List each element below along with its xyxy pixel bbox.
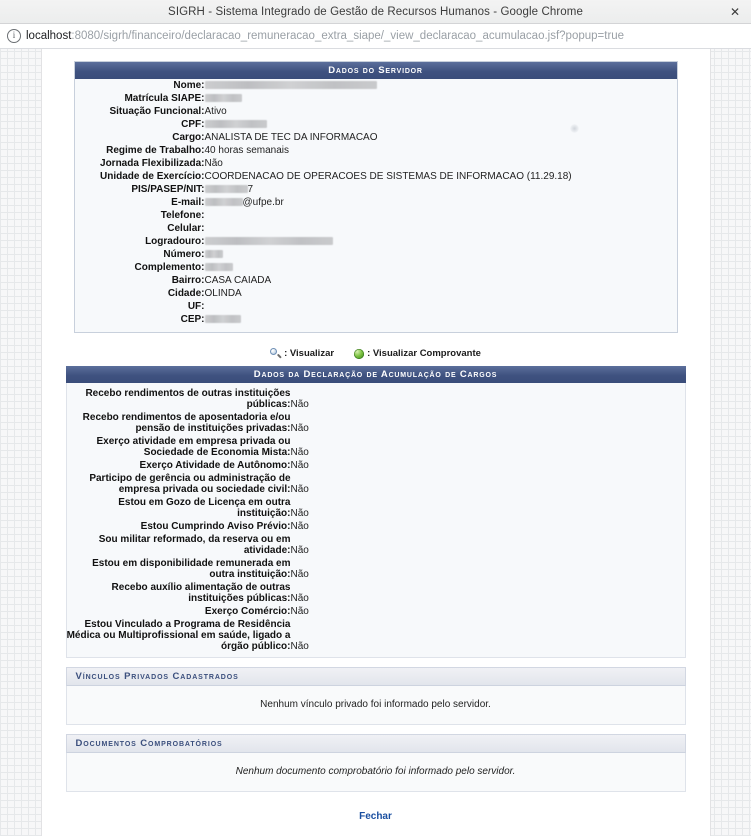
servidor-row-label: PIS/PASEP/NIT: xyxy=(131,184,205,195)
servidor-row-label: E-mail: xyxy=(171,197,205,208)
servidor-row xyxy=(75,300,677,313)
servidor-row xyxy=(75,144,677,157)
servidor-row-value: ANALISTA DE TEC DA INFORMACAO xyxy=(204,132,378,143)
servidor-panel-wrap xyxy=(66,61,686,339)
declaracao-row-label: Estou em Gozo de Licença em outra instituição: xyxy=(118,497,291,519)
servidor-row-label: Jornada Flexibilizada: xyxy=(100,158,205,169)
servidor-row-label: Bairro: xyxy=(171,275,205,286)
vinculos-caption: Vínculos Privados Cadastrados xyxy=(66,667,686,686)
redacted-value xyxy=(205,94,242,102)
declaracao-row xyxy=(67,435,685,459)
redacted-value xyxy=(205,185,248,193)
servidor-row-label: Matrícula SIAPE: xyxy=(124,93,205,104)
servidor-row-value: Não xyxy=(204,158,223,169)
servidor-row-value xyxy=(205,209,677,222)
magnifier-icon xyxy=(270,348,281,359)
servidor-panel xyxy=(74,61,678,333)
servidor-row-label: UF: xyxy=(187,301,205,312)
servidor-row xyxy=(75,196,677,209)
servidor-row-value xyxy=(205,183,677,196)
legend-label-visualizar: : Visualizar xyxy=(284,348,335,359)
declaracao-row xyxy=(67,459,685,472)
servidor-row-label: CEP: xyxy=(180,314,205,325)
servidor-row-value: COORDENACAO DE OPERACOES DE SISTEMAS DE INFORMACAO (11.29.18) xyxy=(204,171,572,182)
servidor-row xyxy=(75,92,677,105)
servidor-row-value-text: 7 xyxy=(247,184,254,195)
servidor-row xyxy=(75,313,677,326)
declaracao-row-value: Não xyxy=(290,569,309,580)
servidor-row-label: Logradouro: xyxy=(145,236,205,247)
declaracao-row-label: Exerço atividade em empresa privada ou Sociedade de Economia Mista: xyxy=(96,436,291,458)
declaracao-row xyxy=(67,520,685,533)
redacted-value xyxy=(205,237,333,245)
declaracao-row xyxy=(67,472,685,496)
declaracao-row-value: Não xyxy=(290,521,309,532)
declaracao-row-label: Estou em disponibilidade remunerada em outra instituição: xyxy=(92,558,291,580)
servidor-row xyxy=(75,79,677,92)
window-titlebar xyxy=(0,0,751,24)
redacted-value xyxy=(205,250,223,258)
servidor-row xyxy=(75,183,677,196)
redacted-value xyxy=(205,315,241,323)
servidor-row xyxy=(75,287,677,300)
servidor-row-label: Unidade de Exercício: xyxy=(100,171,205,182)
declaracao-row-label: Recebo rendimentos de aposentadoria e/ou pensão de instituições privadas: xyxy=(82,412,291,434)
declaracao-row-value: Não xyxy=(290,447,309,458)
servidor-row-label: Cidade: xyxy=(167,288,205,299)
documentos-empty-text: Nenhum documento comprobatório foi informado pelo servidor. xyxy=(66,753,686,792)
declaracao-row xyxy=(67,618,685,653)
declaracao-row xyxy=(67,581,685,605)
servidor-row xyxy=(75,222,677,235)
servidor-row xyxy=(75,235,677,248)
declaracao-row xyxy=(67,496,685,520)
servidor-row-value-text: @ufpe.br xyxy=(242,197,284,208)
servidor-row-value xyxy=(205,222,677,235)
servidor-row-label: Complemento: xyxy=(134,262,205,273)
servidor-row-value xyxy=(205,235,677,248)
url-path: :8080/sigrh/financeiro/declaracao_remuneracao_extra_siape/_view_declaracao_acumulacao.jsf?popup=true xyxy=(71,30,625,42)
servidor-row xyxy=(75,261,677,274)
declaracao-row-value: Não xyxy=(290,508,309,519)
servidor-row xyxy=(75,131,677,144)
servidor-row xyxy=(75,248,677,261)
footer-actions xyxy=(66,792,686,836)
servidor-row-label: Número: xyxy=(163,249,205,260)
servidor-row-value: Ativo xyxy=(204,106,227,117)
url-text xyxy=(26,30,624,42)
declaracao-row-label: Estou Cumprindo Aviso Prévio: xyxy=(140,521,291,532)
servidor-row xyxy=(75,170,677,183)
servidor-row xyxy=(75,105,677,118)
globe-icon xyxy=(354,349,364,359)
declaracao-row-value: Não xyxy=(290,593,309,604)
redacted-value xyxy=(205,263,233,271)
declaracao-row-label: Sou militar reformado, da reserva ou em atividade: xyxy=(98,534,291,556)
declaracao-row-label: Exerço Atividade de Autônomo: xyxy=(139,460,291,471)
vinculos-empty-text: Nenhum vínculo privado foi informado pelo servidor. xyxy=(66,686,686,725)
declaracao-row-value: Não xyxy=(290,545,309,556)
info-circle-icon[interactable] xyxy=(7,29,21,43)
declaracao-row-label: Recebo rendimentos de outras instituições públicas: xyxy=(85,388,291,410)
servidor-row xyxy=(75,274,677,287)
servidor-row-value: 40 horas semanais xyxy=(204,145,289,156)
servidor-row-label: Situação Funcional: xyxy=(109,106,205,117)
servidor-row-value: OLINDA xyxy=(204,288,242,299)
declaracao-row-value: Não xyxy=(290,399,309,410)
window-title: SIGRH - Sistema Integrado de Gestão de Recursos Humanos - Google Chrome xyxy=(168,5,583,18)
close-icon[interactable]: ✕ xyxy=(729,4,741,19)
servidor-row-label: Cargo: xyxy=(172,132,205,143)
declaracao-row-label: Exerço Comércio: xyxy=(204,606,291,617)
vinculos-section xyxy=(66,667,686,725)
servidor-row-label: Celular: xyxy=(167,223,205,234)
servidor-row-label: Nome: xyxy=(173,80,205,91)
legend-item-visualizar xyxy=(270,348,334,359)
declaracao-row-value: Não xyxy=(290,606,309,617)
servidor-row-value xyxy=(205,92,677,105)
page-content xyxy=(41,49,711,836)
fechar-link[interactable]: Fechar xyxy=(359,811,392,822)
declaracao-caption: Dados da Declaração de Acumulação de Cargos xyxy=(66,366,686,383)
servidor-row xyxy=(75,209,677,222)
legend-label-comprovante: : Visualizar Comprovante xyxy=(367,348,481,359)
declaracao-row-label: Recebo auxílio alimentação de outras instituições públicas: xyxy=(111,582,291,604)
declaracao-row xyxy=(67,411,685,435)
address-bar[interactable] xyxy=(0,24,751,49)
documentos-section xyxy=(66,734,686,792)
servidor-row-label: Telefone: xyxy=(160,210,205,221)
redacted-value xyxy=(205,81,377,89)
servidor-row xyxy=(75,118,677,131)
redacted-value xyxy=(205,120,267,128)
servidor-row-label: Regime de Trabalho: xyxy=(106,145,205,156)
redacted-value xyxy=(205,198,243,206)
servidor-row-value xyxy=(205,248,677,261)
servidor-row-value xyxy=(205,79,677,92)
servidor-table xyxy=(75,79,677,326)
declaracao-table xyxy=(67,387,685,653)
declaracao-row-value: Não xyxy=(290,641,309,652)
servidor-row-label: CPF: xyxy=(181,119,205,130)
declaracao-row xyxy=(67,557,685,581)
declaracao-row-label: Participo de gerência ou administração de empresa privada ou sociedade civil: xyxy=(89,473,291,495)
declaracao-row-value: Não xyxy=(290,423,309,434)
servidor-row-value xyxy=(205,261,677,274)
servidor-row-value: CASA CAIADA xyxy=(204,275,272,286)
servidor-caption: Dados do Servidor xyxy=(75,62,677,79)
servidor-row-value xyxy=(205,313,677,326)
servidor-row-value xyxy=(205,300,677,313)
declaracao-row-value: Não xyxy=(290,460,309,471)
servidor-row-value xyxy=(205,118,677,131)
declaracao-row xyxy=(67,533,685,557)
declaracao-row-label: Estou Vinculado a Programa de Residência Médica ou Multiprofissional em saúde, ligado a órgão público: xyxy=(66,619,291,652)
servidor-row xyxy=(75,157,677,170)
servidor-row-value xyxy=(205,196,677,209)
page-viewport xyxy=(0,49,751,836)
declaracao-row xyxy=(67,387,685,411)
documentos-caption: Documentos Comprobatórios xyxy=(66,734,686,753)
declaracao-panel xyxy=(66,366,686,658)
url-host: localhost xyxy=(26,30,72,42)
declaracao-row xyxy=(67,605,685,618)
legend-item-visualizar-comprovante xyxy=(354,348,481,359)
legend xyxy=(66,339,686,366)
declaracao-row-value: Não xyxy=(290,484,309,495)
